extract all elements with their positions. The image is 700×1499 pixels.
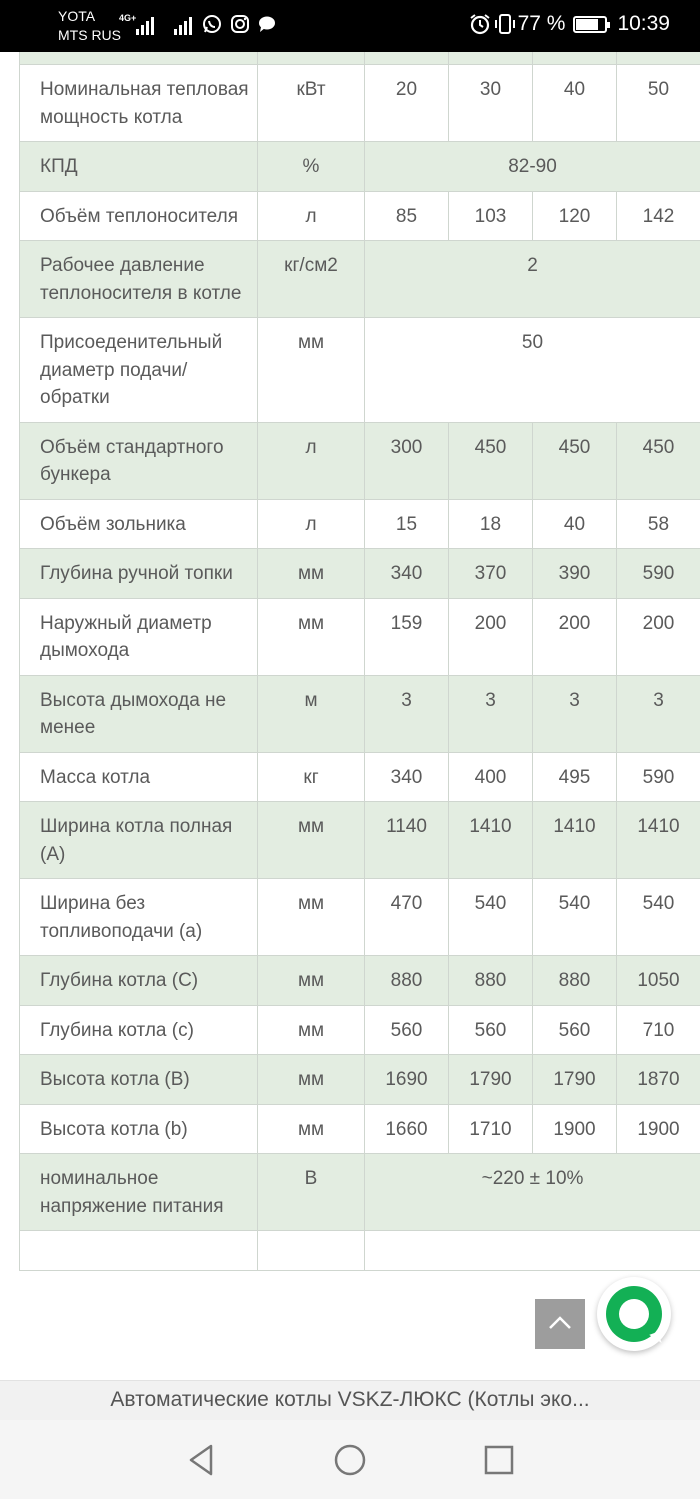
row-value: 3 [449,675,533,752]
table-row [20,191,700,241]
row-value: 85 [365,191,449,241]
row-value: 450 [449,422,533,499]
row-value: 1410 [449,802,533,879]
chat-bubble-icon [257,14,277,34]
specs-table [19,52,700,1271]
row-value: 3 [365,675,449,752]
row-value: 20 [365,65,449,142]
row-value: 1900 [533,1104,617,1154]
row-value: 200 [449,598,533,675]
row-value: 340 [365,549,449,599]
row-value: 340 [365,752,449,802]
carrier-1: YOTA [58,8,96,24]
row-label: номинальное напряжение питания [20,1154,258,1231]
row-value-merged: ~220 ± 10% [365,1154,700,1231]
table-cell [258,1231,365,1271]
row-unit: % [258,142,365,192]
row-value: 300 [365,422,449,499]
table-cell [449,52,533,65]
row-value: 18 [449,499,533,549]
table-row [20,1055,700,1105]
row-value: 58 [617,499,700,549]
row-label: Масса котла [20,752,258,802]
row-value: 1410 [617,802,700,879]
row-value-merged: 50 [365,318,700,423]
row-value: 590 [617,752,700,802]
row-value: 1050 [617,956,700,1006]
row-value: 1690 [365,1055,449,1105]
table-cell [533,52,617,65]
row-value: 1710 [449,1104,533,1154]
table-row [20,52,700,65]
row-value: 40 [533,499,617,549]
table-row [20,422,700,499]
row-value: 3 [533,675,617,752]
row-unit: мм [258,1055,365,1105]
page-title: Автоматические котлы VSKZ-ЛЮКС (Котлы эко... [110,1388,590,1411]
table-row [20,879,700,956]
table-cell [258,52,365,65]
row-label: Ширина котла полная (A) [20,802,258,879]
row-value: 1660 [365,1104,449,1154]
table-row [20,549,700,599]
row-unit: мм [258,1005,365,1055]
row-unit: мм [258,1104,365,1154]
home-circle-icon[interactable] [332,1442,368,1478]
page-title-bar[interactable] [0,1380,700,1420]
table-cell [365,1231,700,1271]
row-value: 142 [617,191,700,241]
row-value: 1900 [617,1104,700,1154]
row-label: Номинальная тепловая мощность котла [20,65,258,142]
row-value: 50 [617,65,700,142]
row-value: 1410 [533,802,617,879]
row-value-merged: 82-90 [365,142,700,192]
table-row [20,241,700,318]
table-row [20,752,700,802]
table-row [20,1154,700,1231]
row-value: 710 [617,1005,700,1055]
table-row [20,65,700,142]
row-value-merged: 2 [365,241,700,318]
alarm-icon [469,13,491,35]
table-row [20,1104,700,1154]
whatsapp-icon [202,14,222,34]
row-value: 1140 [365,802,449,879]
row-value: 370 [449,549,533,599]
row-value: 470 [365,879,449,956]
row-label: Глубина котла (C) [20,956,258,1006]
row-label: Присоеденительный диаметр подачи/обратки [20,318,258,423]
table-row [20,675,700,752]
row-value: 495 [533,752,617,802]
row-value: 390 [533,549,617,599]
row-value: 540 [449,879,533,956]
row-value: 540 [617,879,700,956]
row-value: 560 [533,1005,617,1055]
row-unit: м [258,675,365,752]
signal-icon [174,15,192,35]
battery-percent: 77 % [517,12,566,35]
table-row [20,499,700,549]
row-value: 1790 [533,1055,617,1105]
row-unit: мм [258,549,365,599]
row-unit: кг/см2 [258,241,365,318]
clock: 10:39 [617,12,670,35]
content-area[interactable] [0,52,700,1380]
network-type: 4G+ [119,13,137,23]
row-unit: В [258,1154,365,1231]
row-unit: мм [258,318,365,423]
row-value: 40 [533,65,617,142]
table-row [20,1231,700,1271]
row-value: 159 [365,598,449,675]
table-cell [20,52,258,65]
row-value: 880 [533,956,617,1006]
row-value: 30 [449,65,533,142]
row-label: Рабочее давление теплоносителя в котле [20,241,258,318]
table-cell [20,1231,258,1271]
table-row [20,142,700,192]
carrier-2: MTS RUS [58,27,121,43]
row-label: Ширина без топливоподачи (a) [20,879,258,956]
table-cell [365,52,449,65]
row-value: 1870 [617,1055,700,1105]
navigation-bar [0,1420,700,1499]
row-label: Глубина котла (c) [20,1005,258,1055]
row-label: Объём теплоносителя [20,191,258,241]
scroll-to-top-button[interactable] [535,1299,585,1349]
row-value: 120 [533,191,617,241]
chat-widget-button[interactable] [597,1277,671,1351]
row-value: 3 [617,675,700,752]
row-value: 450 [617,422,700,499]
row-value: 590 [617,549,700,599]
row-unit: л [258,499,365,549]
row-unit: мм [258,879,365,956]
row-label: Высота котла (B) [20,1055,258,1105]
table-cell [617,52,700,65]
row-value: 400 [449,752,533,802]
row-value: 540 [533,879,617,956]
row-unit: мм [258,598,365,675]
table-row [20,318,700,423]
status-bar [0,0,700,52]
row-label: КПД [20,142,258,192]
row-label: Высота дымохода не менее [20,675,258,752]
table-row [20,802,700,879]
row-label: Наружный диаметр дымохода [20,598,258,675]
row-value: 200 [617,598,700,675]
signal-icon [136,15,154,35]
chevron-up-icon [548,1315,572,1331]
row-label: Объём стандартного бункера [20,422,258,499]
row-unit: кВт [258,65,365,142]
row-unit: л [258,422,365,499]
status-right [469,12,670,36]
row-value: 880 [365,956,449,1006]
recents-square-icon[interactable] [481,1442,517,1478]
row-value: 880 [449,956,533,1006]
row-unit: кг [258,752,365,802]
row-value: 200 [533,598,617,675]
vibrate-icon [494,13,516,35]
row-value: 15 [365,499,449,549]
row-unit: л [258,191,365,241]
row-label: Глубина ручной топки [20,549,258,599]
row-value: 560 [365,1005,449,1055]
row-value: 450 [533,422,617,499]
table-row [20,1005,700,1055]
row-value: 1790 [449,1055,533,1105]
row-value: 103 [449,191,533,241]
row-unit: мм [258,802,365,879]
row-value: 560 [449,1005,533,1055]
row-label: Высота котла (b) [20,1104,258,1154]
row-unit: мм [258,956,365,1006]
table-row [20,956,700,1006]
row-label: Объём зольника [20,499,258,549]
battery-icon [573,16,607,33]
back-triangle-icon[interactable] [183,1442,219,1478]
table-row [20,598,700,675]
carrier-names [58,7,121,45]
instagram-icon [230,14,250,34]
